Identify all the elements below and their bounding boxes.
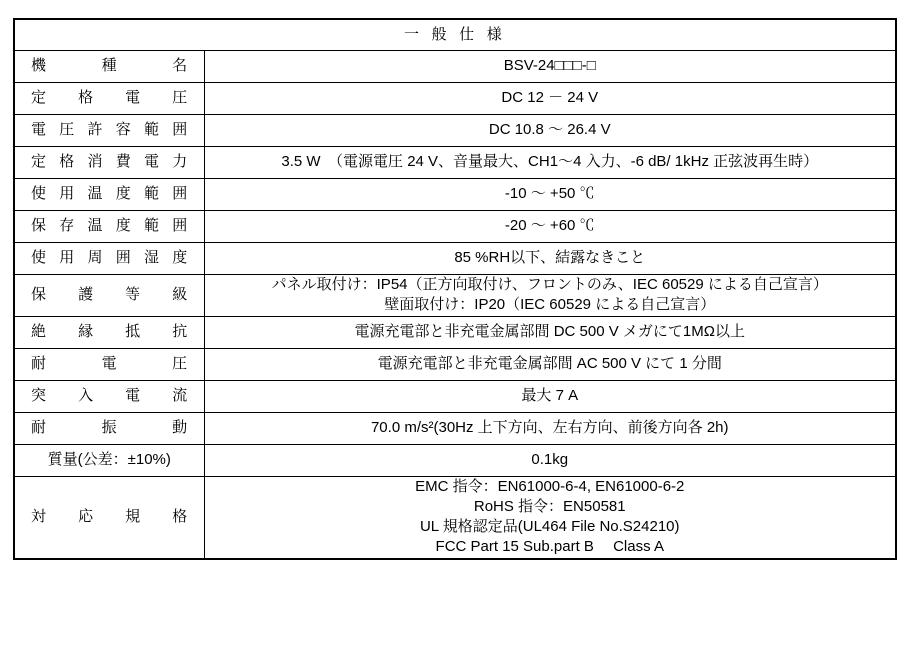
row-label-operating-temperature bbox=[14, 179, 204, 211]
standards-line-2: RoHS 指令：EN50581 bbox=[473, 497, 626, 515]
row-label-text: 使 用 温 度 範 囲 bbox=[31, 185, 188, 203]
row-label-text: 定 格 消 費 電 力 bbox=[31, 153, 188, 171]
table-row bbox=[14, 115, 896, 147]
table-row bbox=[14, 348, 896, 380]
row-value-insulation-resistance: 電源充電部と非充電金属部間 DC 500 V メガにて1MΩ以上 bbox=[204, 316, 896, 348]
table-row bbox=[14, 179, 896, 211]
table-row bbox=[14, 316, 896, 348]
row-label-text: 耐 振 動 bbox=[31, 418, 188, 436]
row-value-standards bbox=[204, 476, 896, 559]
row-value-storage-temperature: -20 ～ +60 ℃ bbox=[204, 211, 896, 243]
row-label-inrush-current bbox=[14, 380, 204, 412]
row-value-voltage-range: DC 10.8 ～ 26.4 V bbox=[204, 115, 896, 147]
row-value-withstand-voltage: 電源充電部と非充電金属部間 AC 500 V にて 1 分間 bbox=[204, 348, 896, 380]
table-title-row bbox=[14, 19, 896, 51]
row-label-text: 絶 縁 抵 抗 bbox=[31, 322, 188, 340]
row-label-text: 機 種 名 bbox=[31, 57, 188, 75]
row-label-standards bbox=[14, 476, 204, 559]
table-row bbox=[14, 412, 896, 444]
row-label-text: 使 用 周 囲 湿 度 bbox=[31, 249, 188, 267]
row-value-operating-temperature: -10 ～ +50 ℃ bbox=[204, 179, 896, 211]
table-title: 一 般 仕 様 bbox=[14, 19, 896, 51]
row-label-text: 保 護 等 級 bbox=[31, 286, 188, 304]
table-row bbox=[14, 211, 896, 243]
row-label-text: 対 応 規 格 bbox=[31, 507, 188, 525]
row-value-model: BSV-24□□□-□ bbox=[204, 51, 896, 83]
row-value-power-consumption: 3.5 W （電源電圧 24 V、音量最大、CH1～4 入力、-6 dB/ 1kHz 正弦波再生時） bbox=[204, 147, 896, 179]
row-value-vibration-resistance: 70.0 m/s²(30Hz 上下方向、左右方向、前後方向各 2h) bbox=[204, 412, 896, 444]
row-label-power-consumption bbox=[14, 147, 204, 179]
row-value-protection-rating bbox=[204, 275, 896, 317]
row-label-storage-temperature bbox=[14, 211, 204, 243]
table-row bbox=[14, 51, 896, 83]
row-label-text: 保 存 温 度 範 囲 bbox=[31, 217, 188, 235]
row-label-ambient-humidity bbox=[14, 243, 204, 275]
row-label-insulation-resistance bbox=[14, 316, 204, 348]
row-label-vibration-resistance bbox=[14, 412, 204, 444]
standards-line-3: UL 規格認定品(UL464 File No.S24210) bbox=[419, 518, 680, 535]
row-label-text: 質量(公差：±10%) bbox=[47, 450, 171, 468]
row-label-model bbox=[14, 51, 204, 83]
protection-rating-line-2: 壁面取付け：IP20（IEC 60529 による自己宣言） bbox=[384, 296, 716, 314]
row-label-rated-voltage bbox=[14, 83, 204, 115]
standards-line-4: FCC Part 15 Sub.part B Class A bbox=[435, 538, 664, 556]
table-row bbox=[14, 380, 896, 412]
table-row bbox=[14, 243, 896, 275]
row-label-withstand-voltage bbox=[14, 348, 204, 380]
table-row bbox=[14, 476, 896, 559]
table-row bbox=[14, 83, 896, 115]
row-label-text: 電 圧 許 容 範 囲 bbox=[31, 121, 188, 139]
row-label-voltage-range bbox=[14, 115, 204, 147]
row-label-weight bbox=[14, 444, 204, 476]
protection-rating-line-1: パネル取付け：IP54（正方向取付け、フロントのみ、IEC 60529 による自己宣言） bbox=[271, 276, 828, 293]
row-label-text: 耐 電 圧 bbox=[31, 354, 188, 372]
row-label-text: 定 格 電 圧 bbox=[31, 89, 188, 107]
standards-line-1: EMC 指令：EN61000-6-4, EN61000-6-2 bbox=[415, 477, 685, 495]
row-value-ambient-humidity: 85 %RH以下、結露なきこと bbox=[204, 243, 896, 275]
table-body bbox=[14, 19, 896, 559]
row-label-protection-rating bbox=[14, 275, 204, 317]
row-value-rated-voltage: DC 12 － 24 V bbox=[204, 83, 896, 115]
row-value-weight: 0.1kg bbox=[204, 444, 896, 476]
row-label-text: 突 入 電 流 bbox=[31, 386, 188, 404]
table-row bbox=[14, 444, 896, 476]
general-specifications-table bbox=[13, 18, 897, 560]
table-row bbox=[14, 275, 896, 317]
table-row bbox=[14, 147, 896, 179]
row-value-inrush-current: 最大 7 A bbox=[204, 380, 896, 412]
